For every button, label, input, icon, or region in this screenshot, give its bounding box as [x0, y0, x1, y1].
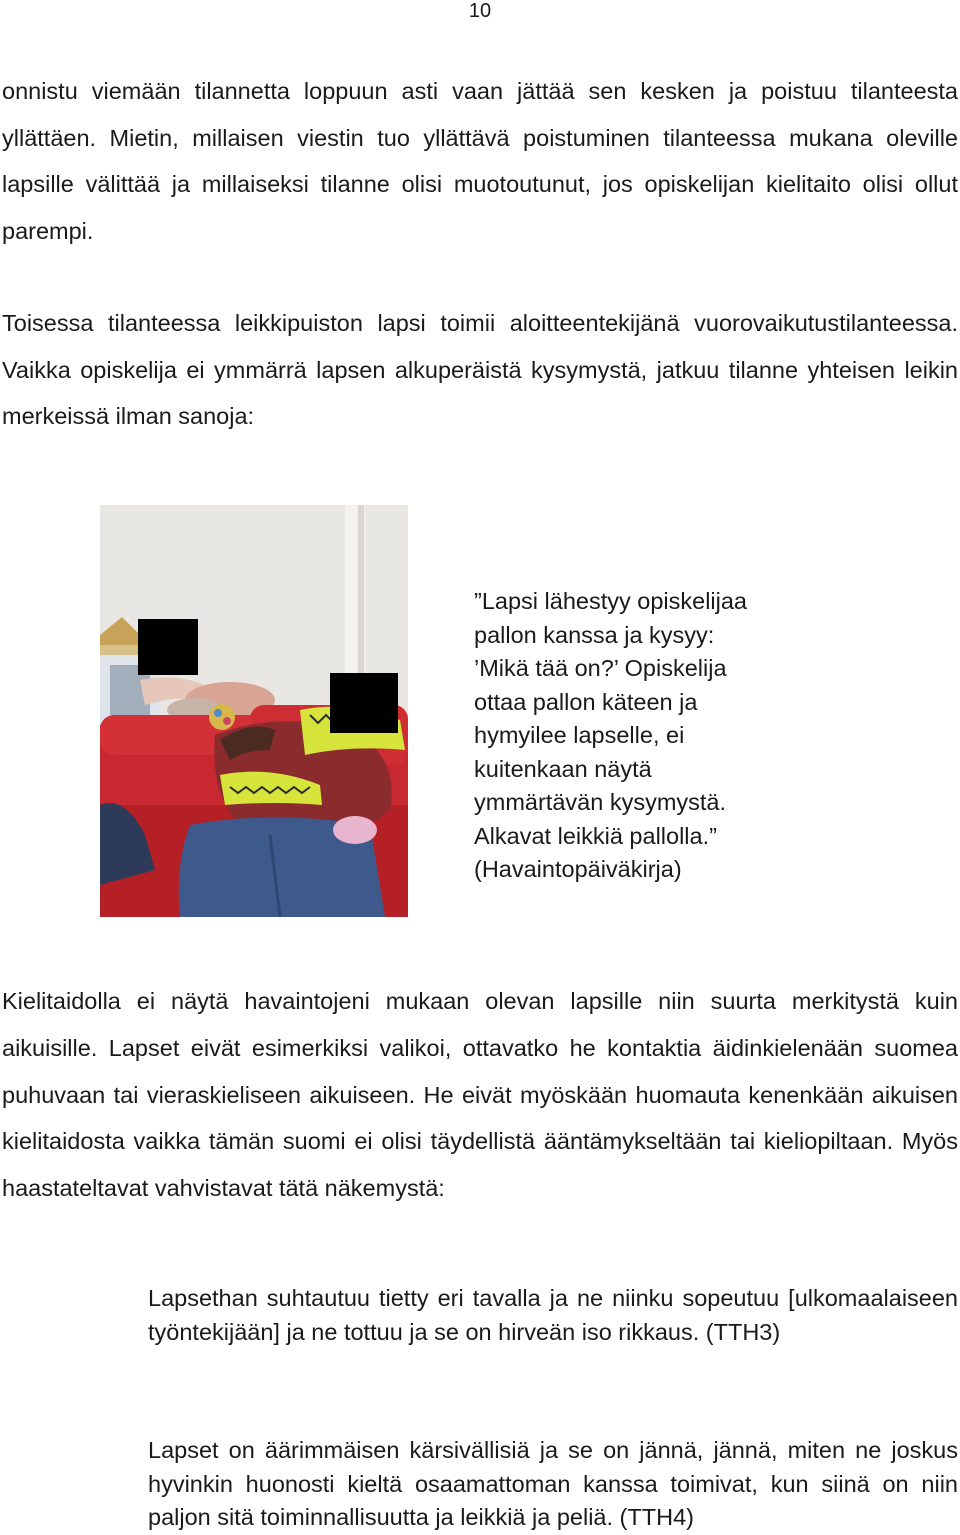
observation-photo [100, 505, 408, 917]
paragraph-3: Kielitaidolla ei näytä havaintojeni mukaan olevan lapsille niin suurta merkitystä kuin aikuisille. Lapset eivät esimerkiksi valikoi, ottavatko he kontaktia äidinkielenään suomea puhuvaan tai vieraskieliseen aikuiseen. He eivät myöskään huomauta kenenkään aikuisen kielitaidosta vaikka tämän suomi ei olisi täydellistä ääntämykseltään tai kieliopiltaan. Myös haastateltavat vahvistavat tätä näkemystä: [2, 988, 958, 1202]
page-number: 10 [468, 0, 492, 22]
figure-caption: ”Lapsi lähestyy opiskelijaa pallon kanssa ja kysyy: ’Mikä tää on?’ Opiskelija ottaa pallon käteen ja hymyilee lapselle, ei kuitenkaan näytä ymmärtävän kysymystä. Alkavat leikkiä pallolla.” (Havaintopäiväkirja) [474, 588, 748, 882]
interview-quote-1: Lapsethan suhtautuu tietty eri tavalla ja ne niinku sopeutuu [ulkomaalaiseen työntekijään] ja ne tottuu ja se on hirveän iso rikkaus. (TTH3) [148, 1285, 958, 1345]
paragraph-2: Toisessa tilanteessa leikkipuiston lapsi toimii aloitteentekijänä vuorovaikutustilanteessa. Vaikka opiskelija ei ymmärrä lapsen alkuperäistä kysymystä, jatkuu tilanne yhteisen leikin merkeissä ilman sanoja: [2, 310, 958, 429]
interview-quote-2: Lapset on äärimmäisen kärsivällisiä ja se on jännä, jännä, miten ne joskus hyvinkin huonosti kieltä osaamattoman kanssa toimivat, kun siinä on niin paljon sitä toiminnallisuutta ja leikkiä ja peliä. (TTH4) [148, 1437, 958, 1530]
paragraph-1: onnistu viemään tilannetta loppuun asti vaan jättää sen kesken ja poistuu tilanteesta yllättäen. Mietin, millaisen viestin tuo yllättävä poistuminen tilanteessa mukana oleville lapsille välittää ja millaiseksi tilanne olisi muotoutunut, jos opiskelijan kielitaito olisi ollut parempi. [2, 78, 958, 244]
